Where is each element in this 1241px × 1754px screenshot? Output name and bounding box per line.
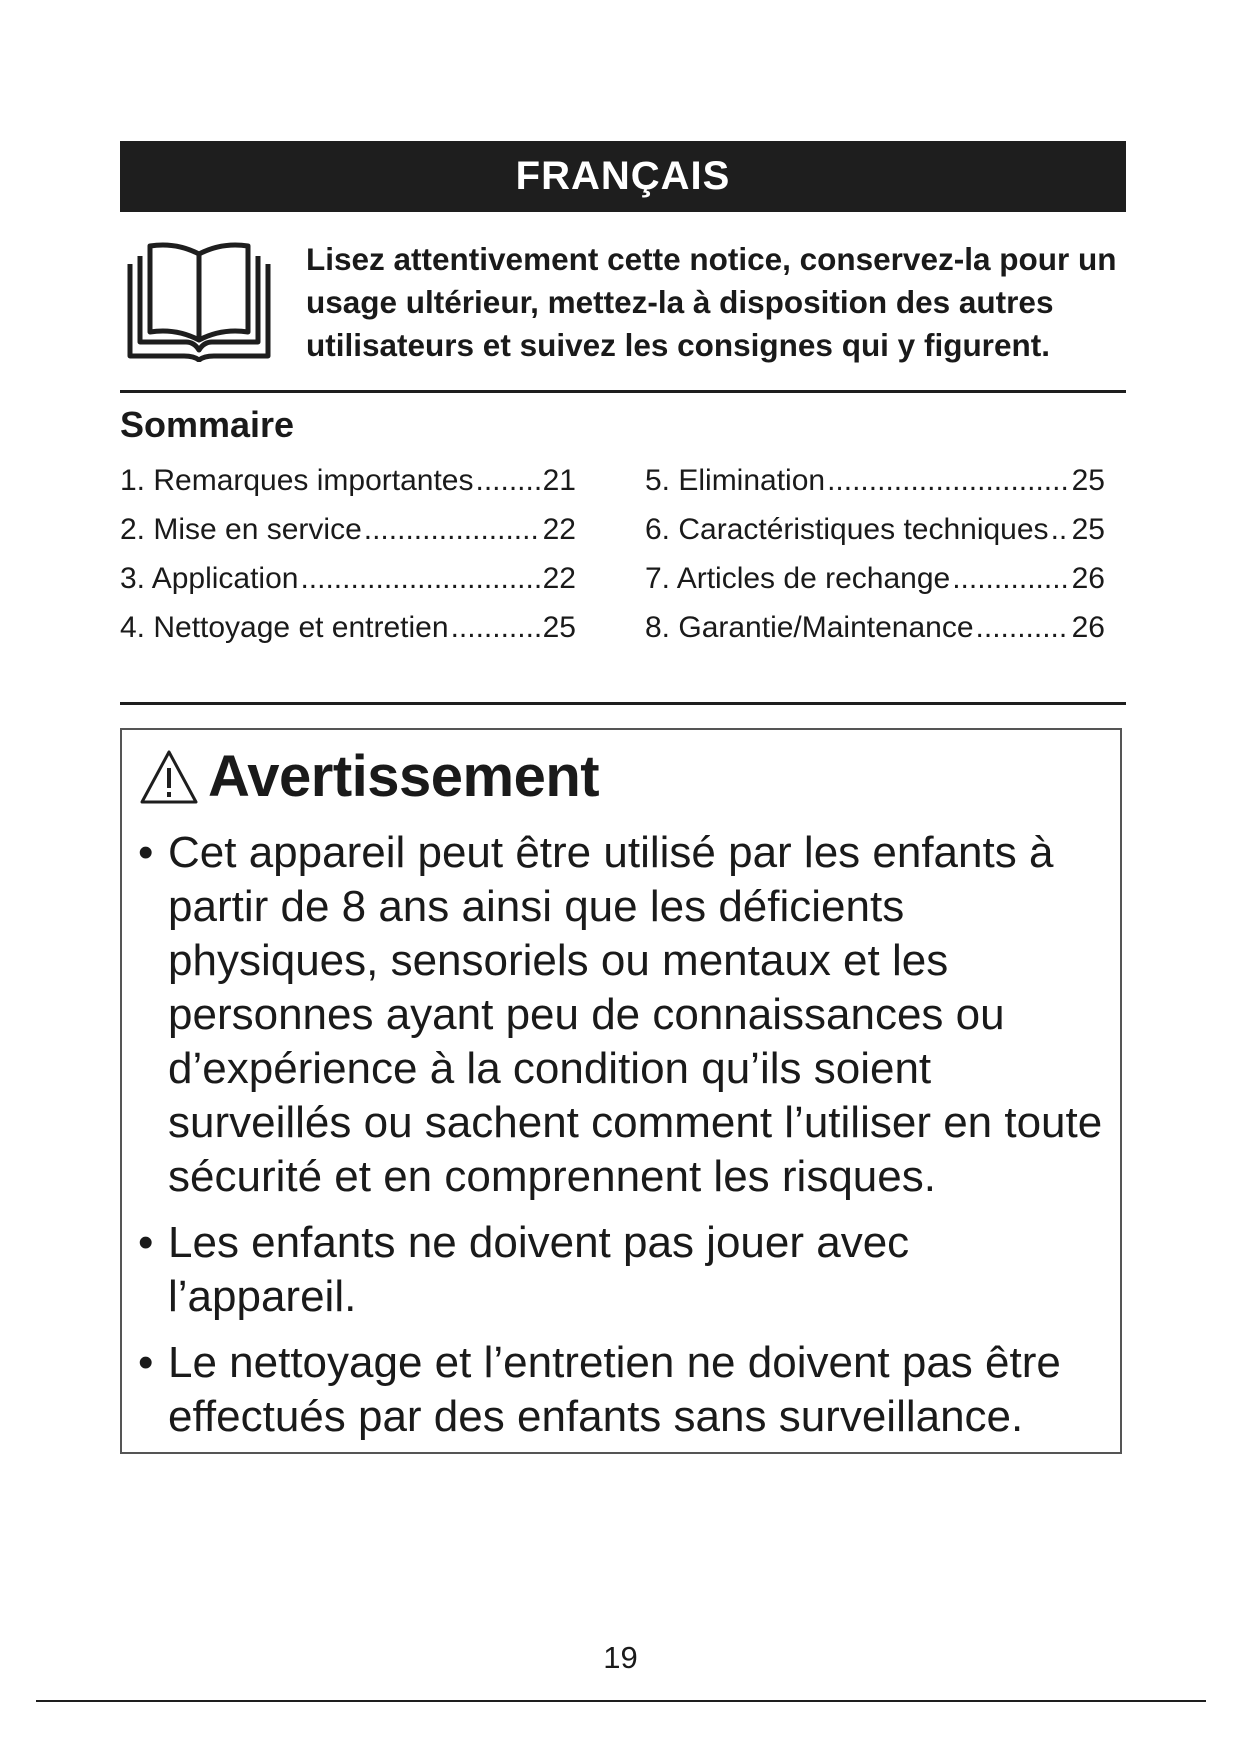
book-icon [126,238,272,362]
toc-item-label: 6. Caractéristiques techniques [645,513,1049,546]
toc-item[interactable] [120,562,576,611]
toc-item-label: 2. Mise en service [120,513,362,546]
toc-item-label: 8. Garantie/Maintenance [645,611,974,644]
toc-item-page: 25 [1071,464,1105,497]
toc-item-page: 22 [542,513,576,546]
footer-divider [36,1700,1206,1702]
toc-leader-dots [476,464,541,498]
toc-leader-dots [364,513,541,547]
warning-box [120,728,1122,1454]
toc-item-label: 1. Remarques importantes [120,464,474,497]
warning-item: • Le nettoyage et l’entretien ne doivent pas être effectués par des enfants sans surveillance. [138,1336,1108,1444]
toc-title: Sommaire [120,404,295,445]
toc-item[interactable] [645,562,1105,611]
toc-item-page: 25 [542,611,576,644]
divider [120,390,1126,393]
toc-item[interactable] [120,464,576,513]
toc-column-right [645,464,1105,651]
warning-item: • Cet appareil peut être utilisé par les enfants à partir de 8 ans ainsi que les déficients physiques, sensoriels ou mentaux et les personnes ayant peu de connaissances ou d’expérience à la condition qu’ils soient surveillés ou sachent comment l’utiliser en toute sécurité et en comprennent les risques. [138,826,1108,1204]
intro-notice: Lisez attentivement cette notice, conservez-la pour un usage ultérieur, mettez-la à disposition des autres utilisateurs et suivez les consignes qui y figurent. [306,241,1117,363]
toc-leader-dots [300,562,540,596]
toc-leader-dots [451,611,541,645]
toc-item[interactable] [645,611,1105,651]
toc-item-page: 26 [1071,562,1105,595]
toc-leader-dots [952,562,1069,596]
toc-leader-dots [976,611,1070,645]
toc-item[interactable] [645,464,1105,513]
toc-column-left [120,464,576,651]
toc-item-label: 7. Articles de rechange [645,562,951,595]
toc-item-page: 25 [1071,513,1105,546]
page-number: 19 [603,1640,638,1675]
divider [120,702,1126,705]
toc-item-page: 22 [542,562,576,595]
toc-item[interactable] [120,611,576,651]
toc-item[interactable] [645,513,1105,562]
toc-item-label: 4. Nettoyage et entretien [120,611,449,644]
toc-item-page: 26 [1071,611,1105,644]
toc-item-label: 3. Application [120,562,299,595]
toc-item-page: 21 [542,464,576,497]
toc-item[interactable] [120,513,576,562]
warning-title: Avertissement [208,744,600,809]
warning-triangle-icon [138,748,200,806]
toc-item-label: 5. Elimination [645,464,826,497]
warning-list [138,826,1108,1456]
language-header: FRANÇAIS [120,141,1126,212]
toc-leader-dots [827,464,1070,498]
toc-leader-dots [1051,513,1070,547]
warning-item: • Les enfants ne doivent pas jouer avec l’appareil. [138,1216,1108,1324]
